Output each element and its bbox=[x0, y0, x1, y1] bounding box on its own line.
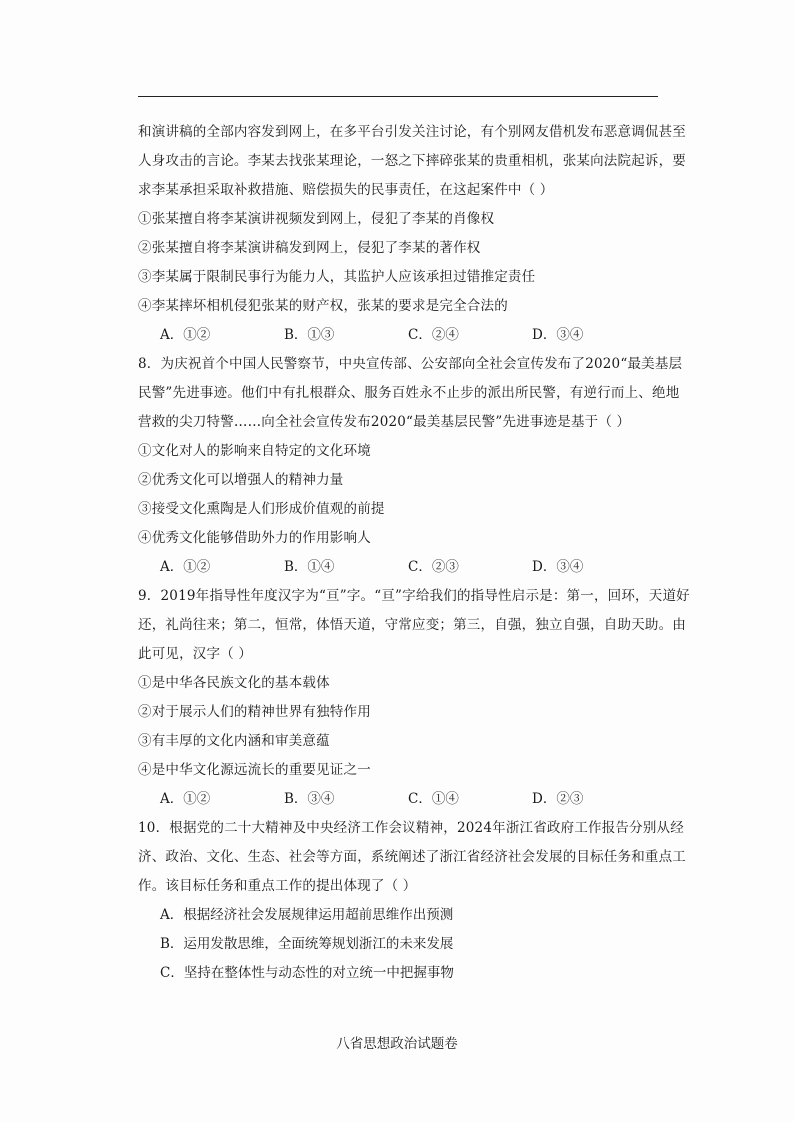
question-9-item-4: ④是中华文化源远流长的重要见证之一 bbox=[138, 762, 371, 778]
question-9-item-3: ③有丰厚的文化内涵和审美意蕴 bbox=[138, 733, 330, 749]
question-9-option-c: C．①④ bbox=[408, 791, 459, 807]
question-7-item-3: ③李某属于限制民事行为能力人，其监护人应该承担过错推定责任 bbox=[138, 269, 536, 285]
question-9-stem-line-3: 此可见，汉字（ ） bbox=[138, 646, 253, 662]
question-9-option-b: B．③④ bbox=[284, 791, 335, 807]
question-8-item-1: ①文化对人的影响来自特定的文化环境 bbox=[138, 443, 371, 459]
question-7-option-a: A．①② bbox=[160, 327, 211, 343]
question-8 bbox=[138, 350, 683, 582]
question-9-item-2: ②对于展示人们的精神世界有独特作用 bbox=[138, 704, 371, 720]
question-7-stem-line-2: 人身攻击的言论。李某去找张某理论，一怒之下摔碎张某的贵重相机，张某向法院起诉，要 bbox=[138, 153, 686, 169]
question-10-stem-line-2: 济、政治、文化、生态、社会等方面，系统阐述了浙江省经济社会发展的目标任务和重点工 bbox=[138, 849, 686, 865]
question-9-option-a: A．①② bbox=[160, 791, 211, 807]
question-7-option-b: B．①③ bbox=[284, 327, 335, 343]
question-9-stem-line-2: 还，礼尚往来；第二，恒常，体悟天道，守常应变；第三，自强，独立自强，自助天助。由 bbox=[138, 617, 686, 633]
question-7-item-2: ②张某擅自将李某演讲稿发到网上，侵犯了李某的著作权 bbox=[138, 240, 481, 256]
question-7-stem-line-3: 求李某承担采取补救措施、赔偿损失的民事责任，在这起案件中（ ） bbox=[138, 182, 554, 198]
question-9-stem-line-1: 9．2019年指导性年度汉字为“亘”字。“亘”字给我们的指导性启示是：第一，回环，天道好 bbox=[138, 588, 690, 604]
exam-content bbox=[138, 118, 690, 988]
question-9-option-d: D．②③ bbox=[532, 791, 584, 807]
question-8-option-b: B．①④ bbox=[284, 559, 335, 575]
question-7-option-c: C．②④ bbox=[408, 327, 459, 343]
header-rule bbox=[138, 96, 658, 97]
page-footer: 八省思想政治试题卷 bbox=[336, 1036, 458, 1052]
question-7-item-1: ①张某擅自将李某演讲视频发到网上，侵犯了李某的肖像权 bbox=[138, 211, 495, 227]
question-8-stem-line-2: 民警”先进事迹。他们中有扎根群众、服务百姓永不止步的派出所民警，有逆行而上、绝地 bbox=[138, 385, 680, 401]
question-10-stem-line-1: 10．根据党的二十大精神及中央经济工作会议精神，2024年浙江省政府工作报告分别从经 bbox=[138, 820, 684, 836]
question-9-options bbox=[138, 785, 660, 814]
question-10-choice-b: B．运用发散思维，全面统筹规划浙江的未来发展 bbox=[160, 936, 454, 952]
question-10-choice-c: C．坚持在整体性与动态性的对立统一中把握事物 bbox=[160, 965, 454, 981]
question-10-choice-a: A．根据经济社会发展规律运用超前思维作出预测 bbox=[160, 907, 454, 923]
question-10-stem-line-3: 作。该目标任务和重点工作的提出体现了（ ） bbox=[138, 878, 417, 894]
question-7-option-d: D．③④ bbox=[532, 327, 584, 343]
question-7-stem-line-1: 和演讲稿的全部内容发到网上，在多平台引发关注讨论，有个别网友借机发布恶意调侃甚至 bbox=[138, 124, 686, 140]
question-7 bbox=[138, 118, 686, 350]
question-8-option-c: C．②③ bbox=[408, 559, 459, 575]
question-10 bbox=[138, 814, 686, 988]
question-8-option-a: A．①② bbox=[160, 559, 211, 575]
question-8-option-d: D．③④ bbox=[532, 559, 584, 575]
question-7-options bbox=[138, 321, 660, 350]
question-8-item-2: ②优秀文化可以增强人的精神力量 bbox=[138, 472, 344, 488]
question-9 bbox=[138, 582, 690, 814]
question-8-stem-line-1: 8．为庆祝首个中国人民警察节，中央宣传部、公安部向全社会宣传发布了2020“最美基层 bbox=[138, 356, 683, 372]
question-9-item-1: ①是中华各民族文化的基本载体 bbox=[138, 675, 330, 691]
question-8-options bbox=[138, 553, 660, 582]
question-8-item-4: ④优秀文化能够借助外力的作用影响人 bbox=[138, 530, 371, 546]
question-8-stem-line-3: 营救的尖刀特警……向全社会宣传发布2020“最美基层民警”先进事迹是基于（ ） bbox=[138, 414, 631, 430]
question-8-item-3: ③接受文化熏陶是人们形成价值观的前提 bbox=[138, 501, 385, 517]
question-7-item-4: ④李某摔坏相机侵犯张某的财产权，张某的要求是完全合法的 bbox=[138, 298, 508, 314]
